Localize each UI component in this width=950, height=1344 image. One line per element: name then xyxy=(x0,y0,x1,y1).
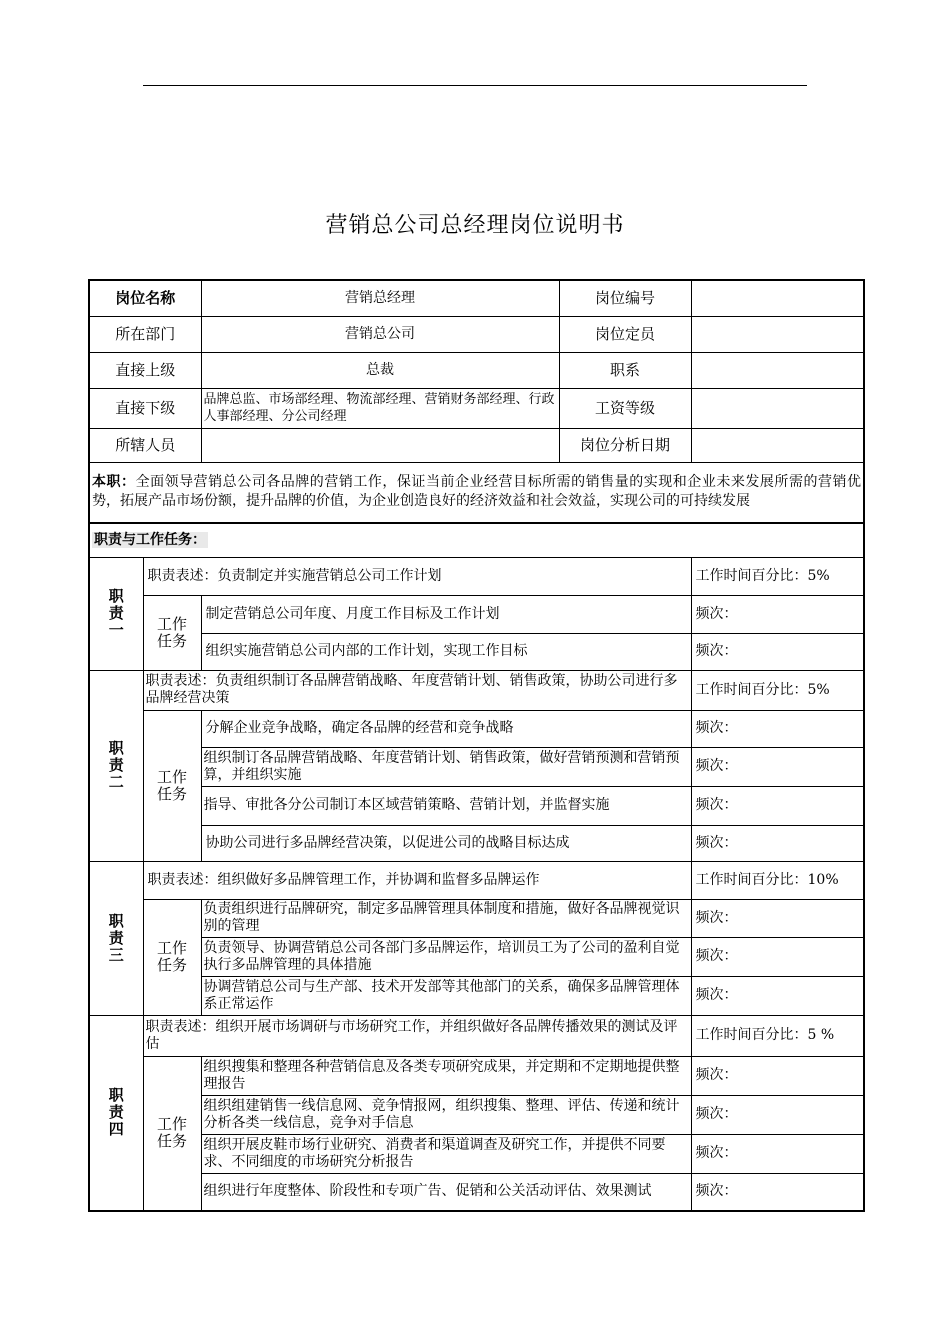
headcount-value xyxy=(691,316,864,352)
position-name-label: 岗位名称 xyxy=(89,280,201,316)
duty-2-task-row xyxy=(89,747,864,786)
row-superior xyxy=(89,352,864,388)
duty-3-task-1: 负责组织进行品牌研究，制定多品牌管理具体制度和措施，做好各品牌视觉识别的管理 xyxy=(201,899,691,937)
main-duty-cell xyxy=(89,462,864,523)
salary-grade-value xyxy=(691,388,864,428)
department-label: 所在部门 xyxy=(89,316,201,352)
duty-2-description-row xyxy=(89,670,864,710)
duty-3-task-row xyxy=(89,976,864,1015)
duty-4-name: 职 责 四 xyxy=(89,1015,143,1211)
superior-label: 直接上级 xyxy=(89,352,201,388)
duty-1-task-label: 工作 任务 xyxy=(143,595,201,670)
duty-1-task-2: 组织实施营销总公司内部的工作计划，实现工作目标 xyxy=(201,633,691,670)
duty-4-task-2: 组织组建销售一线信息网、竞争情报网，组织搜集、整理、评估、传递和统计分析各类一线信息，竞争对手信息 xyxy=(201,1095,691,1134)
job-description-table xyxy=(88,279,865,1212)
duty-4-task-1-freq: 频次： xyxy=(691,1056,864,1095)
duty-4-task-2-freq: 频次： xyxy=(691,1095,864,1134)
document-title: 营销总公司总经理岗位说明书 xyxy=(325,213,625,238)
department-value: 营销总公司 xyxy=(201,316,559,352)
duty-4-task-row xyxy=(89,1056,864,1095)
duty-1-name: 职 责 一 xyxy=(89,557,143,670)
subordinates-label: 直接下级 xyxy=(89,388,201,428)
main-duty-label: 本职： xyxy=(92,474,136,491)
duty-1-task-2-freq: 频次： xyxy=(691,633,864,670)
duty-4-task-row xyxy=(89,1095,864,1134)
duty-2-task-4: 协助公司进行多品牌经营决策，以促进公司的战略目标达成 xyxy=(201,825,691,861)
duty-2-task-3-freq: 频次： xyxy=(691,786,864,825)
staff-value xyxy=(201,428,559,462)
duty-1-description: 职责表述：负责制定并实施营销总公司工作计划 xyxy=(143,557,691,595)
job-family-label: 职系 xyxy=(559,352,691,388)
position-name-value: 营销总经理 xyxy=(201,280,559,316)
duty-2-task-4-freq: 频次： xyxy=(691,825,864,861)
duty-3-description: 职责表述：组织做好多品牌管理工作，并协调和监督多品牌运作 xyxy=(143,861,691,899)
duty-1-description-row xyxy=(89,557,864,595)
staff-label: 所辖人员 xyxy=(89,428,201,462)
duty-3-description-row xyxy=(89,861,864,899)
duty-4-task-4-freq: 频次： xyxy=(691,1173,864,1211)
duty-4-task-row xyxy=(89,1134,864,1173)
superior-value: 总裁 xyxy=(201,352,559,388)
main-duty-text: 全面领导营销总公司各品牌的营销工作，保证当前企业经营目标所需的销售量的实现和企业未来发展所需的营销优势，拓展产品市场份额，提升品牌的价值，为企业创造良好的经济效益和社会效益，实现公司的可持续发展 xyxy=(92,474,862,510)
duty-3-task-3: 协调营销总公司与生产部、技术开发部等其他部门的关系，确保多品牌管理体系正常运作 xyxy=(201,976,691,1015)
position-code-label: 岗位编号 xyxy=(559,280,691,316)
row-subordinates xyxy=(89,388,864,428)
duties-section-cell xyxy=(89,523,864,557)
duty-2-task-row xyxy=(89,786,864,825)
duty-4-description-row xyxy=(89,1015,864,1056)
row-duties-section xyxy=(89,523,864,557)
row-staff xyxy=(89,428,864,462)
header-rule xyxy=(143,85,807,86)
duty-3-task-2: 负责领导、协调营销总公司各部门多品牌运作，培训员工为了公司的盈利自觉执行多品牌管理的具体措施 xyxy=(201,937,691,976)
duty-4-task-3: 组织开展皮鞋市场行业研究、消费者和渠道调查及研究工作，并提供不同要求、不同细度的市场研究分析报告 xyxy=(201,1134,691,1173)
duty-1-time-percent: 工作时间百分比：5% xyxy=(691,557,864,595)
duty-1-task-row xyxy=(89,595,864,633)
duty-4-task-label: 工作 任务 xyxy=(143,1056,201,1211)
duty-2-task-2-freq: 频次： xyxy=(691,747,864,786)
duty-3-task-row xyxy=(89,937,864,976)
analysis-date-value xyxy=(691,428,864,462)
duty-4-time-percent: 工作时间百分比：5 % xyxy=(691,1015,864,1056)
duty-3-task-2-freq: 频次： xyxy=(691,937,864,976)
analysis-date-label: 岗位分析日期 xyxy=(559,428,691,462)
duty-2-time-percent: 工作时间百分比：5% xyxy=(691,670,864,710)
duty-3-task-1-freq: 频次： xyxy=(691,899,864,937)
duty-2-task-3: 指导、审批各分公司制订本区域营销策略、营销计划，并监督实施 xyxy=(201,786,691,825)
row-position-name xyxy=(89,280,864,316)
duty-3-task-3-freq: 频次： xyxy=(691,976,864,1015)
duty-2-task-row xyxy=(89,710,864,747)
job-family-value xyxy=(691,352,864,388)
duty-2-name: 职 责 二 xyxy=(89,670,143,861)
subordinates-value: 品牌总监、市场部经理、物流部经理、营销财务部经理、行政人事部经理、分公司经理 xyxy=(201,388,559,428)
duty-2-description: 职责表述：负责组织制订各品牌营销战略、年度营销计划、销售政策，协助公司进行多品牌经营决策 xyxy=(143,670,691,710)
duty-2-task-row xyxy=(89,825,864,861)
headcount-label: 岗位定员 xyxy=(559,316,691,352)
duty-1-task-1: 制定营销总公司年度、月度工作目标及工作计划 xyxy=(201,595,691,633)
duty-3-time-percent: 工作时间百分比：10% xyxy=(691,861,864,899)
duty-4-description: 职责表述：组织开展市场调研与市场研究工作，并组织做好各品牌传播效果的测试及评估 xyxy=(143,1015,691,1056)
row-main-duty xyxy=(89,462,864,523)
duty-4-task-1: 组织搜集和整理各种营销信息及各类专项研究成果，并定期和不定期地提供整理报告 xyxy=(201,1056,691,1095)
duty-3-name: 职 责 三 xyxy=(89,861,143,1015)
duty-2-task-1: 分解企业竞争战略，确定各品牌的经营和竞争战略 xyxy=(201,710,691,747)
duty-3-task-label: 工作 任务 xyxy=(143,899,201,1015)
duty-4-task-4: 组织进行年度整体、阶段性和专项广告、促销和公关活动评估、效果测试 xyxy=(201,1173,691,1211)
duty-3-task-row xyxy=(89,899,864,937)
row-department xyxy=(89,316,864,352)
duties-section-label: 职责与工作任务： xyxy=(94,531,206,548)
duty-4-task-3-freq: 频次： xyxy=(691,1134,864,1173)
duty-2-task-2: 组织制订各品牌营销战略、年度营销计划、销售政策，做好营销预测和营销预算，并组织实施 xyxy=(201,747,691,786)
duty-2-task-1-freq: 频次： xyxy=(691,710,864,747)
duty-2-task-label: 工作 任务 xyxy=(143,710,201,861)
duty-1-task-1-freq: 频次： xyxy=(691,595,864,633)
position-code-value xyxy=(691,280,864,316)
duty-4-task-row xyxy=(89,1173,864,1211)
duty-1-task-row xyxy=(89,633,864,670)
salary-grade-label: 工资等级 xyxy=(559,388,691,428)
